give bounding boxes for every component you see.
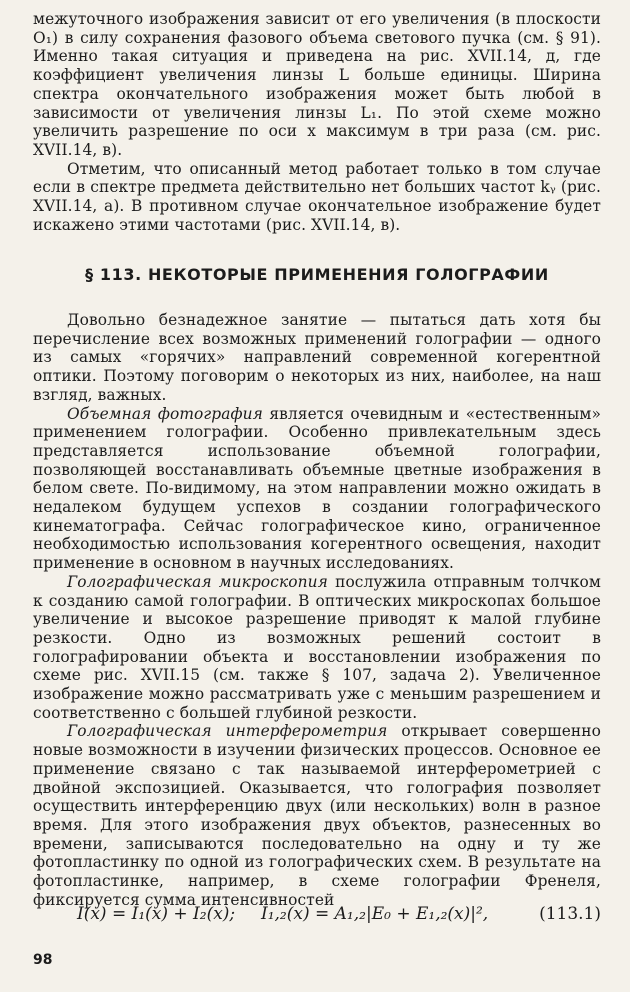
- paragraph-interferometry: [33, 722, 601, 909]
- equation-number: (113.1): [539, 904, 601, 924]
- section-heading: § 113. НЕКОТОРЫЕ ПРИМЕНЕНИЯ ГОЛОГРАФИИ: [85, 265, 549, 284]
- paragraph-note: Отметим, что описанный метод работает только в том случае если в спектре предмета действительно нет больших частот kᵧ (рис. XVII.14, а). В противном случае окончательное изображение будет искажено этими частотами (рис. XVII.14, в).: [33, 159, 601, 234]
- page-number: 98: [33, 952, 53, 968]
- paragraph-microscopy-text: послужила отправным толчком к созданию самой голографии. В оптических микроскопах большое увеличение и высокое разрешение приводят к малой глубине резкости. Одно из возможных решений состоит в голографировании объекта и восстановлении изображения по схеме рис. XVII.15 (см. также § 107, задача 2). Увеличенное изображение можно рассматривать уже с меньшим разрешением и соответственно с большей глубиной резкости.: [33, 572, 601, 722]
- paragraph-volumetric: [33, 405, 601, 573]
- equation-113-1: [33, 904, 601, 928]
- equation-left: I(x) = I₁(x) + I₂(x);: [77, 904, 236, 924]
- equation-right: I₁,₂(x) = A₁,₂|E₀ + E₁,₂(x)|²,: [261, 904, 489, 924]
- paragraph-microscopy: [33, 573, 601, 723]
- page-content: [33, 10, 601, 924]
- paragraph-intro: Довольно безнадежное занятие — пытаться дать хотя бы перечисление всех возможных применений голографии — одного из самых «горячих» направлений современной когерентной оптики. Поэтому поговорим о некоторых из них, наиболее, на наш взгляд, важных.: [33, 311, 601, 404]
- paragraph-volumetric-text: является очевидным и «естественным» применением голографии. Особенно привлекательным здесь представляется использование объемной голографии, позволяющей восстанавливать объемные цветные изображения в белом свете. По-видимому, на этом направлении можно ожидать в недалеком будущем успехов в создании голографического кинематографа. Сейчас голографическое кино, ограниченное необходимостью использования когерентного освещения, находит применение в основном в научных исследованиях.: [33, 404, 601, 573]
- term-holo-interferometry: Голографическая интерферометрия: [67, 722, 388, 741]
- paragraph-continuation: межуточного изображения зависит от его увеличения (в плоскости O₁) в силу сохранения фазового объема светового пучка (см. § 91). Именно такая ситуация и приведена на рис. XVII.14, д, где коэффициент увеличения линзы L больше единицы. Ширина спектра окончательного изображения может быть любой в зависимости от увеличения линзы L₁. По этой схеме можно увеличить разрешение по оси x максимум в три раза (см. рис. XVII.14, в).: [33, 10, 601, 159]
- term-volumetric-photo: Объемная фотография: [67, 404, 263, 423]
- term-holo-microscopy: Голографическая микроскопия: [67, 572, 328, 591]
- section-body: [33, 311, 601, 910]
- paragraph-interferometry-text: открывает совершенно новые возможности в изучении физических процессов. Основное ее применение связано с так называемой интерферометрией с двойной экспозицией. Оказывается, что голография позволяет осуществить интерференцию двух (или нескольких) волн в разное время. Для этого изображения двух объектов, разнесенных во времени, записываются последовательно на одну и ту же фотопластинку по одной из голографических схем. В результате на фотопластинке, например, в схеме голографии Френеля, фиксируется сумма интенсивностей: [33, 722, 601, 909]
